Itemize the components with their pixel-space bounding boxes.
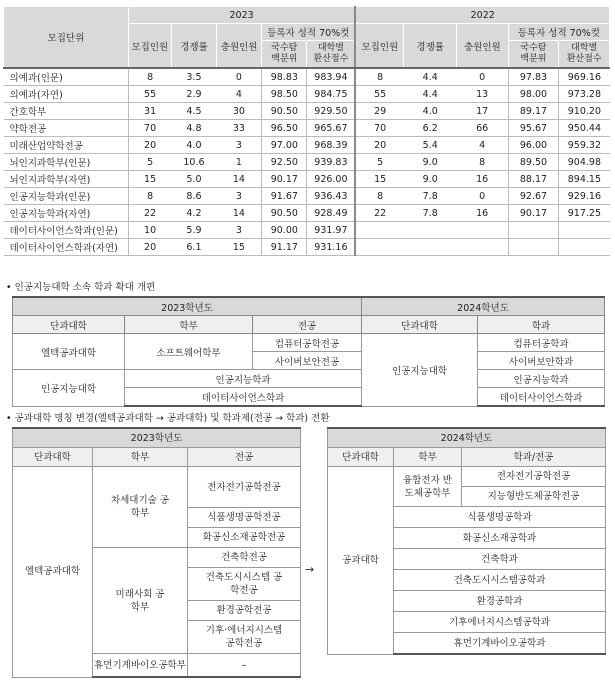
unit-header: 모집단위 — [4, 7, 129, 69]
table-cell: 98.50 — [262, 86, 307, 103]
table-cell — [355, 239, 403, 256]
table-cell: 9.0 — [404, 154, 457, 171]
major-cyber: 사이버보안전공 — [253, 352, 362, 370]
table-cell: 4.8 — [171, 120, 216, 137]
cut-header: 등록자 성적 70%컷 — [262, 24, 356, 41]
dept-cs: 컴퓨터공학과 — [478, 334, 605, 352]
converted-header: 대학별 환산점수 — [559, 41, 610, 69]
table-cell: 950.44 — [559, 120, 610, 137]
table-cell — [508, 222, 559, 239]
table-cell: 8 — [128, 188, 171, 205]
table-cell: 5 — [355, 154, 403, 171]
table-cell: 66 — [457, 120, 509, 137]
dept-ai: 인공지능학과 — [478, 370, 605, 388]
table-cell — [559, 239, 610, 256]
engineering-2023-table — [12, 427, 301, 678]
table-cell: 1 — [217, 154, 262, 171]
table-cell: 16 — [457, 171, 509, 188]
table-cell: 22 — [355, 205, 403, 222]
table-cell: 6.2 — [404, 120, 457, 137]
table-cell: 5.9 — [171, 222, 216, 239]
unit-name: 인공지능학과(인문) — [4, 188, 129, 205]
college-header: 단과대학 — [362, 316, 478, 334]
table-cell: 8 — [355, 188, 403, 205]
table-cell: 4.4 — [404, 86, 457, 103]
dept-item: 기후에너지시스템공학과 — [394, 612, 606, 633]
table-cell: 16 — [457, 205, 509, 222]
table-cell: 0 — [457, 188, 509, 205]
dept-header: 학과/전공 — [462, 448, 606, 467]
year-2022-header: 2022 — [355, 7, 609, 24]
major-item: 지능형반도체공학전공 — [462, 487, 606, 507]
table-cell: 2.9 — [171, 86, 216, 103]
table-cell: 4.0 — [171, 137, 216, 154]
table-cell: 9.0 — [404, 171, 457, 188]
table-cell: 92.67 — [508, 188, 559, 205]
table-cell: 8 — [128, 68, 171, 86]
unit-name: 인공지능학과(자연) — [4, 205, 129, 222]
table-cell: 983.94 — [307, 68, 355, 86]
table-cell: 96.50 — [262, 120, 307, 137]
major-item: 환경공학전공 — [188, 601, 301, 621]
table-cell: 894.15 — [559, 171, 610, 188]
college-ai: 인공지능대학 — [13, 370, 125, 407]
table-cell: 928.49 — [307, 205, 355, 222]
table-cell: 7.8 — [404, 205, 457, 222]
table-cell: 55 — [128, 86, 171, 103]
major-cs: 컴퓨터공학전공 — [253, 334, 362, 352]
unit-name: 미래산업약학전공 — [4, 137, 129, 154]
table-cell: 4.4 — [404, 68, 457, 86]
table-cell: 931.16 — [307, 239, 355, 256]
year-2023-header: 2023학년도 — [13, 428, 301, 448]
table-cell: 3 — [217, 222, 262, 239]
table-cell: 959.32 — [559, 137, 610, 154]
percentile-header: 국수탐 백분위 — [508, 41, 559, 69]
table-cell: 910.20 — [559, 103, 610, 120]
table-cell: 4.5 — [171, 103, 216, 120]
table-cell: 31 — [128, 103, 171, 120]
dept-item: 환경공학과 — [394, 591, 606, 612]
table-cell: 97.00 — [262, 137, 307, 154]
table-cell: 17 — [457, 103, 509, 120]
engineering-2024-table — [327, 427, 606, 655]
table-cell: 15 — [355, 171, 403, 188]
year-2023-header: 2023 — [128, 7, 355, 24]
table-cell: 20 — [128, 137, 171, 154]
competition-header: 경쟁률 — [171, 24, 216, 69]
table-cell: 984.75 — [307, 86, 355, 103]
table-row — [4, 239, 610, 256]
table-cell: 33 — [217, 120, 262, 137]
table-cell: 973.28 — [559, 86, 610, 103]
major-item: 전자전기공학전공 — [462, 467, 606, 487]
year-2023-header: 2023학년도 — [13, 297, 362, 316]
table-cell: 10 — [128, 222, 171, 239]
unit-name: 의예과(자연) — [4, 86, 129, 103]
table-cell: 15 — [128, 171, 171, 188]
table-row — [4, 222, 610, 239]
table-cell: 0 — [457, 68, 509, 86]
major-item: 기후·에너지시스템 공학전공 — [188, 621, 301, 654]
major-header: 전공 — [253, 316, 362, 334]
percentile-header: 국수탐 백분위 — [262, 41, 307, 69]
unit-name: 데이터사이언스학과(자연) — [4, 239, 129, 256]
table-cell: 90.17 — [508, 205, 559, 222]
table-cell: 929.50 — [307, 103, 355, 120]
major-ds: 데이터사이언스학과 — [125, 388, 362, 407]
major-item: 건축학전공 — [188, 548, 301, 568]
table-cell: 5 — [128, 154, 171, 171]
college-header: 단과대학 — [328, 448, 394, 467]
table-row — [4, 68, 610, 86]
major-item: 식품생명공학전공 — [188, 508, 301, 528]
table-cell: 5.0 — [171, 171, 216, 188]
competition-header: 경쟁률 — [404, 24, 457, 69]
table-cell — [404, 222, 457, 239]
table-cell: 98.83 — [262, 68, 307, 86]
table-cell: 965.67 — [307, 120, 355, 137]
dept-item: 화공신소재공학과 — [394, 528, 606, 549]
division-header: 학부 — [93, 448, 188, 467]
table-cell — [404, 239, 457, 256]
division-header: 학부 — [394, 448, 462, 467]
table-cell: 70 — [355, 120, 403, 137]
ai-college-table — [12, 296, 605, 407]
extra-header: 충원인원 — [457, 24, 509, 69]
table-cell: 29 — [355, 103, 403, 120]
college-header: 단과대학 — [13, 316, 125, 334]
table-cell: 4.2 — [171, 205, 216, 222]
major-ai: 인공지능학과 — [125, 370, 362, 388]
major-item: 화공신소재공학전공 — [188, 528, 301, 548]
note-ai-restructure: • 인공지능대학 소속 학과 확대 개편 — [6, 282, 156, 293]
table-cell: 90.50 — [262, 205, 307, 222]
table-cell: 89.17 — [508, 103, 559, 120]
table-cell: 22 — [128, 205, 171, 222]
table-cell — [355, 222, 403, 239]
table-cell: 931.97 — [307, 222, 355, 239]
table-cell: 8.6 — [171, 188, 216, 205]
table-cell: 10.6 — [171, 154, 216, 171]
table-row — [4, 188, 610, 205]
dept-header: 학과 — [478, 316, 605, 334]
table-row — [4, 103, 610, 120]
table-cell: 20 — [355, 137, 403, 154]
table-cell: 98.00 — [508, 86, 559, 103]
table-row — [4, 120, 610, 137]
table-cell: 4.0 — [404, 103, 457, 120]
dept-item: 휴먼기계바이오공학과 — [394, 633, 606, 655]
division-convergence: 융합전자 반도체공학부 — [394, 467, 462, 507]
division-humantech: 휴먼기계바이오공학부 — [93, 654, 188, 678]
table-cell: 8 — [355, 68, 403, 86]
table-cell: 939.83 — [307, 154, 355, 171]
table-cell: 917.25 — [559, 205, 610, 222]
unit-name: 데이터사이언스학과(인문) — [4, 222, 129, 239]
table-cell: 20 — [128, 239, 171, 256]
major-header: 전공 — [188, 448, 301, 467]
table-cell: 969.16 — [559, 68, 610, 86]
year-2024-header: 2024학년도 — [362, 297, 605, 316]
table-cell: 14 — [217, 205, 262, 222]
division-header: 학부 — [125, 316, 253, 334]
table-row — [4, 205, 610, 222]
division-future-society: 미래사회 공학부 — [93, 548, 188, 654]
table-cell: 97.83 — [508, 68, 559, 86]
table-cell: 13 — [457, 86, 509, 103]
table-cell: 90.17 — [262, 171, 307, 188]
table-cell: 15 — [217, 239, 262, 256]
table-cell: 5.4 — [404, 137, 457, 154]
table-cell: 55 — [355, 86, 403, 103]
dept-item: 건축학과 — [394, 549, 606, 570]
unit-name: 뇌인지과학부(인문) — [4, 154, 129, 171]
table-cell: 936.43 — [307, 188, 355, 205]
dept-item: 건축도시시스템공학과 — [394, 570, 606, 591]
converted-header: 대학별 환산점수 — [307, 41, 355, 69]
note-engineering-rename: • 공과대학 명칭 변경(엘텍공과대학 → 공과대학) 및 학과제(전공 → 학과) 전환 — [6, 413, 330, 424]
major-item: 건축도시시스템 공학전공 — [188, 568, 301, 601]
table-cell: 70 — [128, 120, 171, 137]
college-elltech: 엘텍공과대학 — [13, 467, 93, 678]
college-engineering: 공과대학 — [328, 467, 394, 655]
table-cell: 30 — [217, 103, 262, 120]
dash-placeholder: – — [188, 654, 301, 678]
table-cell — [508, 239, 559, 256]
table-cell: 929.16 — [559, 188, 610, 205]
college-elltech: 엘텍공과대학 — [13, 334, 125, 370]
table-cell: 7.8 — [404, 188, 457, 205]
table-cell: 90.00 — [262, 222, 307, 239]
table-row — [4, 86, 610, 103]
table-row — [4, 171, 610, 188]
unit-name: 의예과(인문) — [4, 68, 129, 86]
table-cell: 91.67 — [262, 188, 307, 205]
table-cell: 4 — [217, 86, 262, 103]
table-cell: 96.00 — [508, 137, 559, 154]
unit-name: 뇌인지과학부(자연) — [4, 171, 129, 188]
table-cell: 6.1 — [171, 239, 216, 256]
unit-name: 약학전공 — [4, 120, 129, 137]
year-2024-header: 2024학년도 — [328, 428, 606, 448]
admission-results-table — [3, 6, 610, 256]
table-cell: 91.17 — [262, 239, 307, 256]
table-cell: 904.98 — [559, 154, 610, 171]
table-cell: 8 — [457, 154, 509, 171]
major-item: 전자전기공학전공 — [188, 467, 301, 508]
table-cell: 89.50 — [508, 154, 559, 171]
table-cell: 926.00 — [307, 171, 355, 188]
college-header: 단과대학 — [13, 448, 93, 467]
table-cell: 3.5 — [171, 68, 216, 86]
table-cell: 968.39 — [307, 137, 355, 154]
table-row — [4, 154, 610, 171]
table-cell: 90.50 — [262, 103, 307, 120]
arrow-icon: → — [305, 563, 315, 576]
cut-header: 등록자 성적 70%컷 — [508, 24, 609, 41]
table-cell: 4 — [457, 137, 509, 154]
table-cell — [457, 222, 509, 239]
table-cell — [559, 222, 610, 239]
table-cell: 92.50 — [262, 154, 307, 171]
college-ai: 인공지능대학 — [362, 334, 478, 407]
table-cell: 14 — [217, 171, 262, 188]
table-cell: 88.17 — [508, 171, 559, 188]
table-cell — [457, 239, 509, 256]
table-row — [4, 137, 610, 154]
table-cell: 3 — [217, 137, 262, 154]
extra-header: 충원인원 — [217, 24, 262, 69]
quota-header: 모집인원 — [355, 24, 403, 69]
dept-item: 식품생명공학과 — [394, 507, 606, 528]
dept-cyber: 사이버보안학과 — [478, 352, 605, 370]
dept-ds: 데이터사이언스학과 — [478, 388, 605, 407]
table-cell: 95.67 — [508, 120, 559, 137]
division-next-gen: 차세대기술 공학부 — [93, 467, 188, 548]
table-cell: 3 — [217, 188, 262, 205]
table-cell: 0 — [217, 68, 262, 86]
quota-header: 모집인원 — [128, 24, 171, 69]
unit-name: 간호학부 — [4, 103, 129, 120]
division-software: 소프트웨어학부 — [125, 334, 253, 370]
